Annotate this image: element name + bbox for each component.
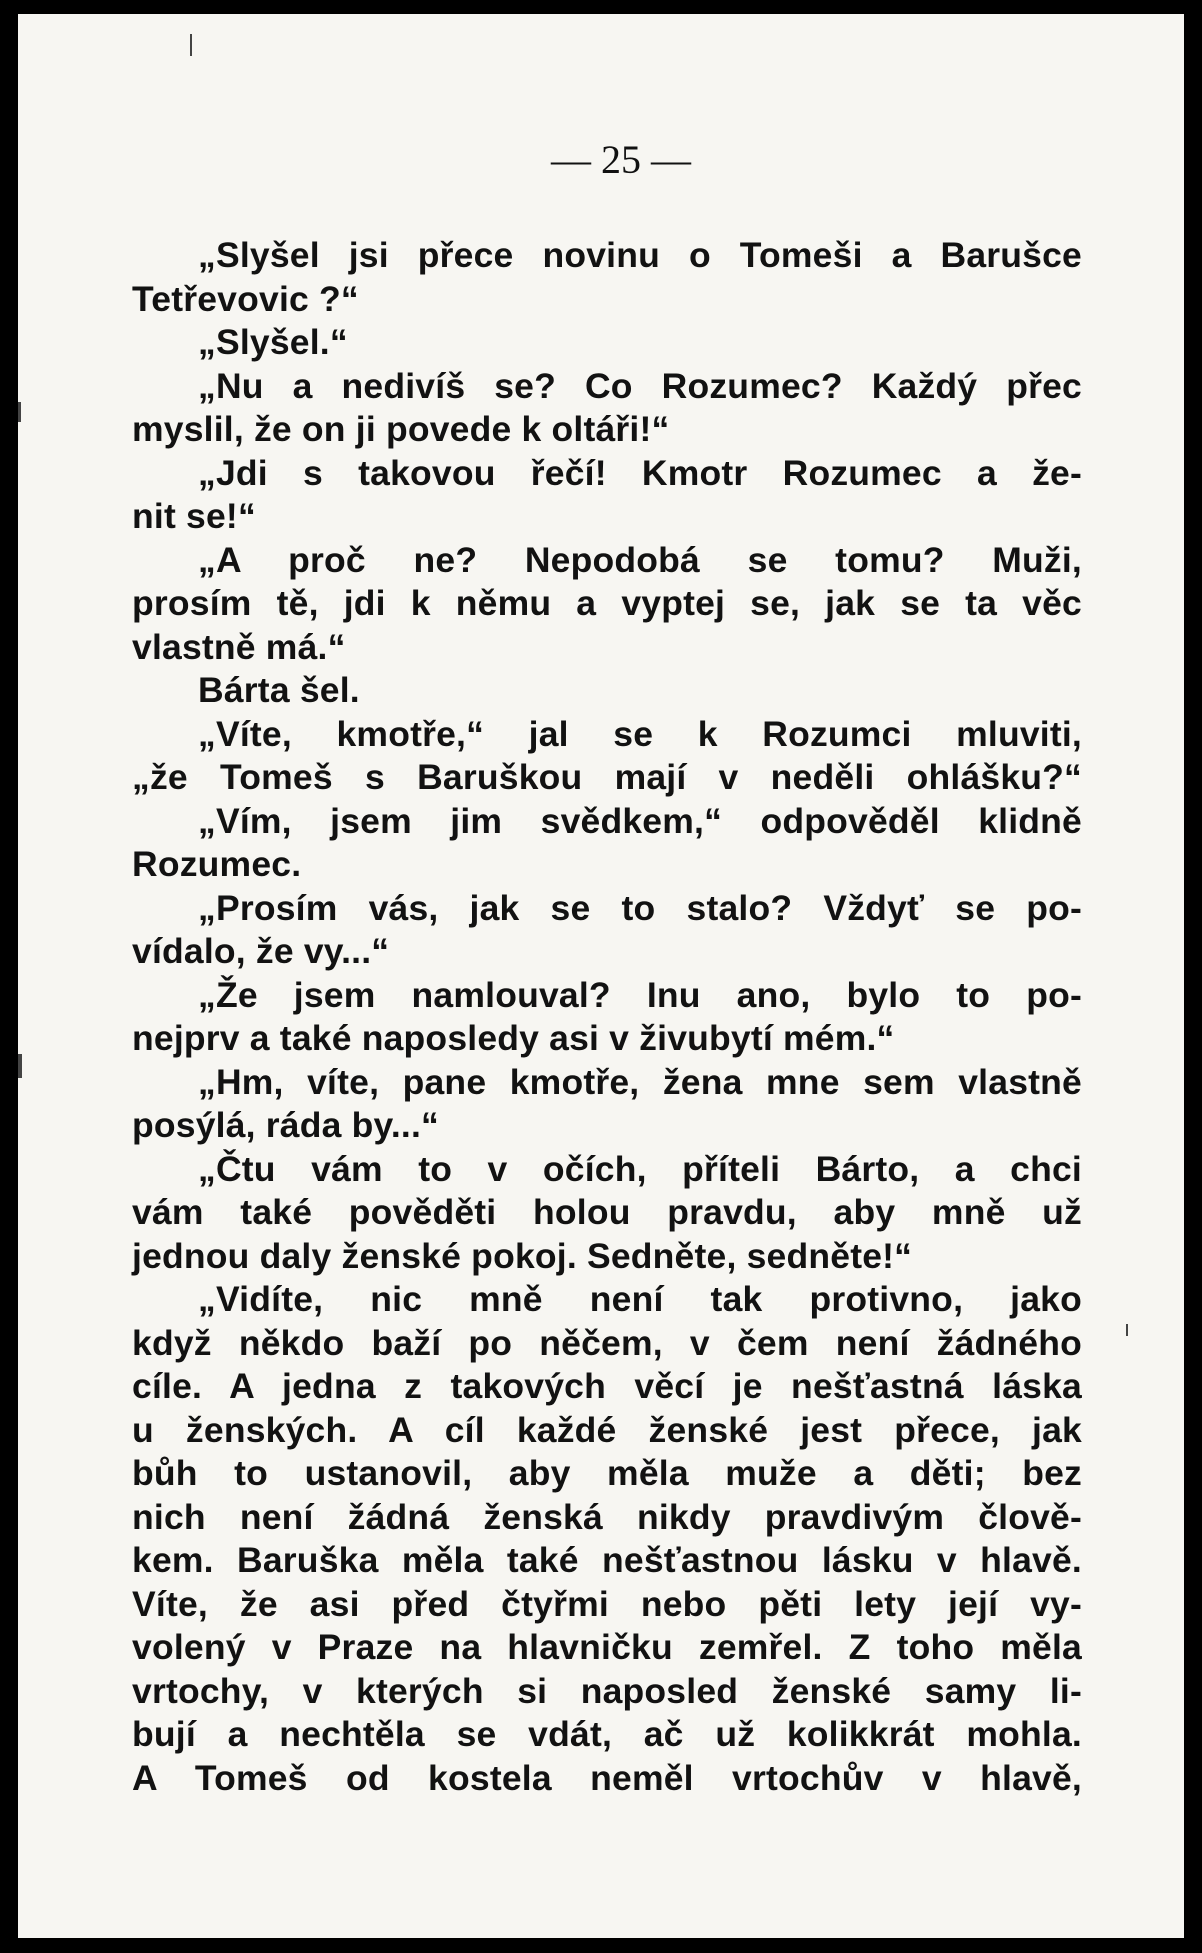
text-line: Tetřevovic ?“ [132,278,359,319]
scan-mark [1126,1324,1128,1336]
text-line: prosím tě, jdi k němu a vyptej se, jak se ta věc [132,583,1082,623]
text-line: A Tomeš od kostela neměl vrtochův v hlavě, [132,1757,1082,1798]
text-line: „Nu a nedivíš se? Co Rozumec? Každý přec [198,365,1082,406]
text-line: „A proč ne? Nepodobá se tomu? Muži, [198,539,1082,580]
text-line: „Jdi s takovou řečí! Kmotr Rozumec a že- [198,452,1082,493]
text-line: nit se!“ [132,496,256,536]
text-line: nejprv a také naposledy asi v živubytí mém.“ [132,1018,895,1058]
text-line: „Víte, kmotře,“ jal se k Rozumci mluviti, [198,713,1082,754]
text-line: „Že jsem namlouval? Inu ano, bylo to po- [198,974,1082,1015]
text-line: „Prosím vás, jak se to stalo? Vždyť se po- [198,887,1082,928]
text-line: „že Tomeš s Baruškou mají v neděli ohlášku?“ [132,757,1082,797]
text-line: „Hm, víte, pane kmotře, žena mne sem vlastně [198,1061,1082,1102]
text-line: nich není žádná ženská nikdy pravdivým člově- [132,1496,1082,1537]
text-line: „Slyšel jsi přece novinu o Tomeši a Barušce [198,235,1082,275]
text-line: posýlá, ráda by...“ [132,1105,439,1145]
text-line: jednou daly ženské pokoj. Sedněte, sedněte!“ [132,1235,913,1276]
text-line: „Čtu vám to v očích, příteli Bárto, a chci [198,1148,1082,1189]
page-number: — 25 — [551,137,691,182]
text-line: cíle. A jedna z takových věcí je nešťastná láska [132,1366,1082,1406]
body-text [132,234,1082,1800]
scan-mark [190,34,192,56]
text-line: Rozumec. [132,844,302,884]
text-line: vídalo, že vy...“ [132,931,390,971]
text-line: Bárta šel. [198,670,360,710]
text-line: vrtochy, v kterých si naposled ženské samy li- [132,1670,1082,1711]
text-line: „Vidíte, nic mně není tak protivno, jako [198,1279,1082,1319]
text-line: „Vím, jsem jim svědkem,“ odpověděl klidně [198,800,1082,841]
text-line: vám také pověděti holou pravdu, aby mně už [132,1192,1082,1232]
text-line: volený v Praze na hlavničku zemřel. Z toho měla [132,1627,1082,1667]
text-line: u ženských. A cíl každé ženské jest přece, jak [132,1409,1082,1450]
text-line: když někdo baží po něčem, v čem není žádného [132,1322,1082,1363]
scan-mark [18,1054,22,1078]
book-page [18,14,1184,1938]
text-line: bůh to ustanovil, aby měla muže a děti; bez [132,1453,1082,1493]
text-line: bují a nechtěla se vdát, ač už kolikkrát mohla. [132,1714,1082,1754]
text-line: Víte, že asi před čtyřmi nebo pěti lety její vy- [132,1583,1082,1624]
text-line: myslil, že on ji povede k oltáři!“ [132,409,670,449]
text-line: vlastně má.“ [132,626,346,667]
text-line: „Slyšel.“ [198,322,348,362]
text-line: kem. Baruška měla také nešťastnou lásku v hlavě. [132,1540,1082,1580]
scan-mark [18,402,21,422]
